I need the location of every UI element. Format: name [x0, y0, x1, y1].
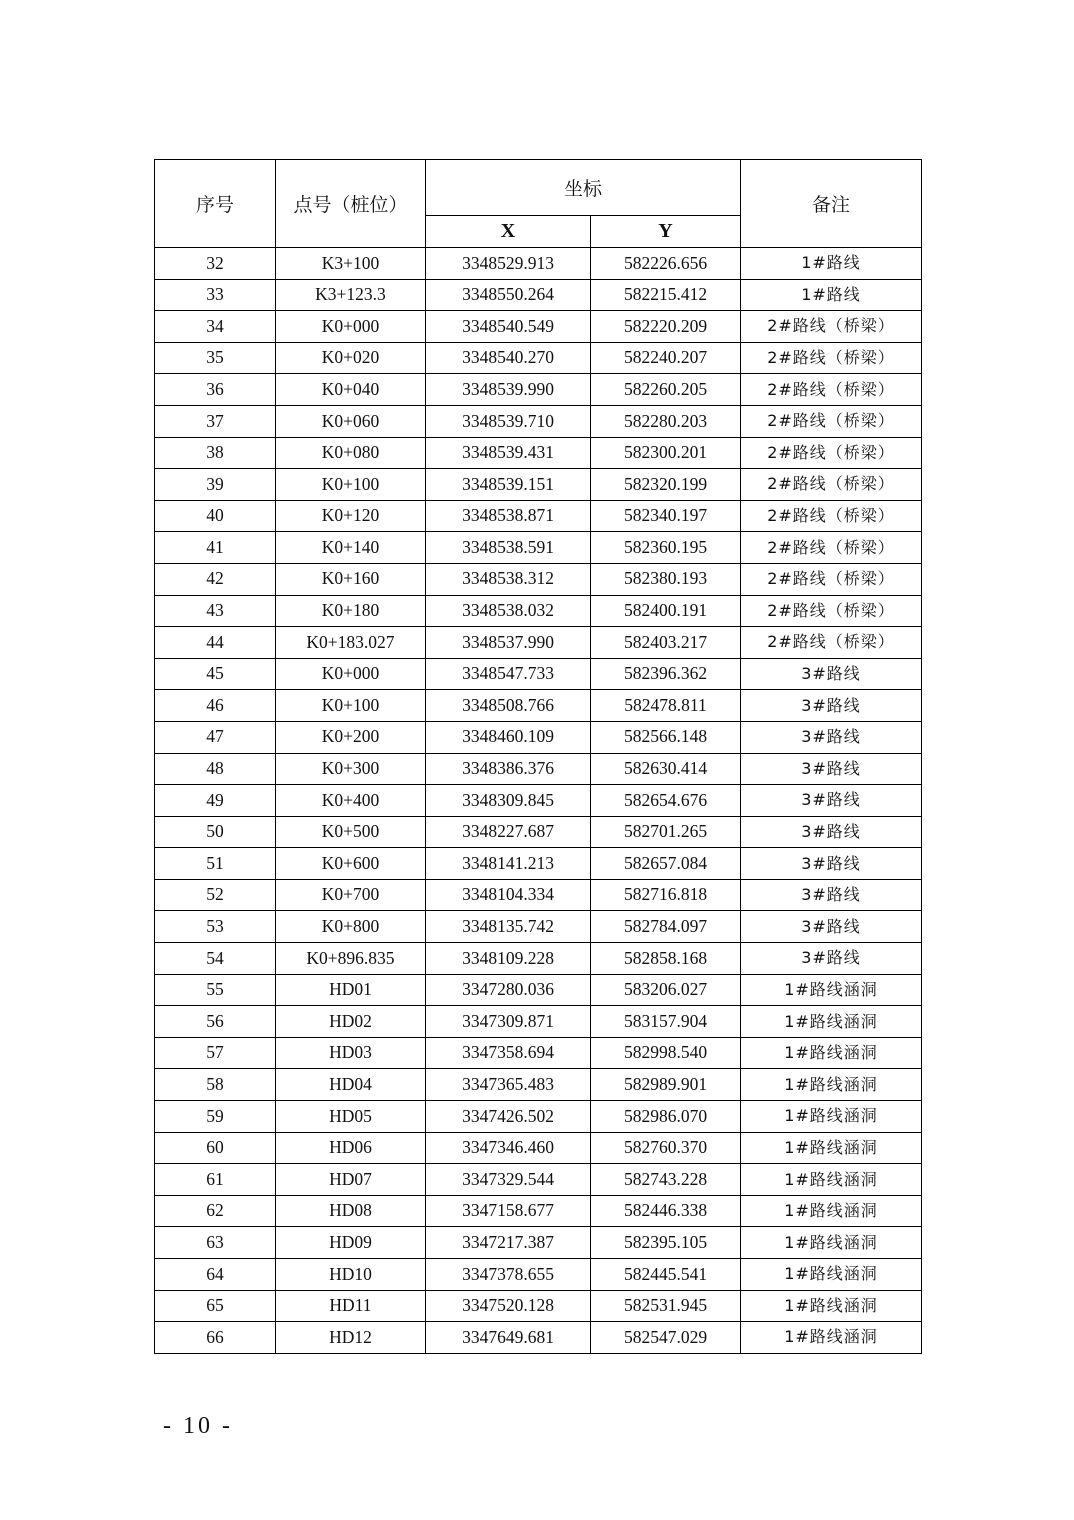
table-row — [155, 690, 922, 722]
cell-remark: 1#路线涵洞 — [741, 1037, 922, 1069]
cell-x: 3347426.502 — [426, 1101, 591, 1133]
cell-remark: 3#路线 — [741, 816, 922, 848]
cell-x: 3348540.270 — [426, 342, 591, 374]
table-row — [155, 658, 922, 690]
table-row — [155, 1006, 922, 1038]
cell-remark: 2#路线（桥梁） — [741, 437, 922, 469]
table-row — [155, 500, 922, 532]
cell-y: 582654.676 — [591, 785, 741, 817]
cell-remark: 1#路线涵洞 — [741, 974, 922, 1006]
cell-index: 49 — [155, 785, 276, 817]
cell-remark: 2#路线（桥梁） — [741, 627, 922, 659]
cell-remark: 1#路线涵洞 — [741, 1259, 922, 1291]
table-row — [155, 911, 922, 943]
cell-y: 582743.228 — [591, 1164, 741, 1196]
cell-index: 42 — [155, 563, 276, 595]
cell-index: 50 — [155, 816, 276, 848]
cell-x: 3348538.032 — [426, 595, 591, 627]
cell-index: 52 — [155, 879, 276, 911]
cell-remark: 2#路线（桥梁） — [741, 595, 922, 627]
cell-x: 3347649.681 — [426, 1322, 591, 1354]
cell-remark: 2#路线（桥梁） — [741, 374, 922, 406]
cell-point: K0+896.835 — [276, 943, 426, 975]
cell-x: 3348538.312 — [426, 563, 591, 595]
cell-remark: 3#路线 — [741, 753, 922, 785]
cell-y: 582858.168 — [591, 943, 741, 975]
cell-y: 582220.209 — [591, 311, 741, 343]
table-row — [155, 437, 922, 469]
header-remark: 备注 — [741, 160, 922, 248]
cell-remark: 1#路线涵洞 — [741, 1195, 922, 1227]
cell-y: 582657.084 — [591, 848, 741, 880]
table-header — [155, 160, 922, 248]
cell-point: K0+140 — [276, 532, 426, 564]
cell-remark: 1#路线涵洞 — [741, 1132, 922, 1164]
cell-y: 582446.338 — [591, 1195, 741, 1227]
table-row — [155, 1195, 922, 1227]
cell-x: 3348540.549 — [426, 311, 591, 343]
header-point: 点号（桩位） — [276, 160, 426, 248]
cell-point: HD04 — [276, 1069, 426, 1101]
cell-remark: 1#路线涵洞 — [741, 1290, 922, 1322]
cell-index: 46 — [155, 690, 276, 722]
cell-y: 582395.105 — [591, 1227, 741, 1259]
cell-point: K0+060 — [276, 405, 426, 437]
table-row — [155, 469, 922, 501]
cell-remark: 1#路线涵洞 — [741, 1322, 922, 1354]
cell-point: HD06 — [276, 1132, 426, 1164]
header-coordinates: 坐标 — [426, 160, 741, 216]
cell-y: 582716.818 — [591, 879, 741, 911]
cell-y: 582215.412 — [591, 279, 741, 311]
table-row — [155, 405, 922, 437]
cell-remark: 1#路线涵洞 — [741, 1164, 922, 1196]
cell-point: K0+200 — [276, 721, 426, 753]
cell-index: 59 — [155, 1101, 276, 1133]
table-row — [155, 943, 922, 975]
cell-y: 582547.029 — [591, 1322, 741, 1354]
cell-point: K0+180 — [276, 595, 426, 627]
cell-remark: 2#路线（桥梁） — [741, 563, 922, 595]
cell-y: 582240.207 — [591, 342, 741, 374]
cell-remark: 2#路线（桥梁） — [741, 405, 922, 437]
cell-remark: 1#路线涵洞 — [741, 1069, 922, 1101]
table-row — [155, 848, 922, 880]
table-row — [155, 753, 922, 785]
cell-index: 66 — [155, 1322, 276, 1354]
cell-point: K0+100 — [276, 469, 426, 501]
cell-index: 37 — [155, 405, 276, 437]
cell-remark: 3#路线 — [741, 848, 922, 880]
cell-point: K0+000 — [276, 311, 426, 343]
table-row — [155, 279, 922, 311]
cell-x: 3347158.677 — [426, 1195, 591, 1227]
table-row — [155, 563, 922, 595]
cell-point: K0+000 — [276, 658, 426, 690]
table-row — [155, 1132, 922, 1164]
table-row — [155, 1164, 922, 1196]
cell-x: 3348539.710 — [426, 405, 591, 437]
cell-y: 582300.201 — [591, 437, 741, 469]
cell-point: K0+300 — [276, 753, 426, 785]
cell-y: 582784.097 — [591, 911, 741, 943]
cell-x: 3347520.128 — [426, 1290, 591, 1322]
cell-index: 53 — [155, 911, 276, 943]
header-index: 序号 — [155, 160, 276, 248]
cell-index: 61 — [155, 1164, 276, 1196]
cell-y: 582701.265 — [591, 816, 741, 848]
cell-point: HD03 — [276, 1037, 426, 1069]
cell-x: 3348547.733 — [426, 658, 591, 690]
cell-x: 3347280.036 — [426, 974, 591, 1006]
cell-y: 582260.205 — [591, 374, 741, 406]
cell-point: K3+123.3 — [276, 279, 426, 311]
table-row — [155, 374, 922, 406]
cell-remark: 1#路线 — [741, 279, 922, 311]
cell-x: 3347217.387 — [426, 1227, 591, 1259]
cell-remark: 3#路线 — [741, 879, 922, 911]
cell-remark: 2#路线（桥梁） — [741, 469, 922, 501]
cell-point: K0+400 — [276, 785, 426, 817]
table-row — [155, 1259, 922, 1291]
cell-y: 582760.370 — [591, 1132, 741, 1164]
cell-point: K0+800 — [276, 911, 426, 943]
cell-y: 582400.191 — [591, 595, 741, 627]
cell-x: 3347365.483 — [426, 1069, 591, 1101]
table-body — [155, 248, 922, 1354]
cell-point: HD07 — [276, 1164, 426, 1196]
table-row — [155, 627, 922, 659]
cell-y: 582340.197 — [591, 500, 741, 532]
cell-index: 44 — [155, 627, 276, 659]
cell-point: K0+600 — [276, 848, 426, 880]
cell-point: K0+700 — [276, 879, 426, 911]
table-row — [155, 879, 922, 911]
cell-y: 582630.414 — [591, 753, 741, 785]
cell-point: K0+020 — [276, 342, 426, 374]
cell-point: K0+080 — [276, 437, 426, 469]
cell-remark: 1#路线涵洞 — [741, 1006, 922, 1038]
cell-point: K0+040 — [276, 374, 426, 406]
table-row — [155, 311, 922, 343]
cell-x: 3348537.990 — [426, 627, 591, 659]
cell-x: 3348104.334 — [426, 879, 591, 911]
cell-y: 582989.901 — [591, 1069, 741, 1101]
cell-index: 40 — [155, 500, 276, 532]
cell-remark: 1#路线涵洞 — [741, 1227, 922, 1259]
cell-index: 62 — [155, 1195, 276, 1227]
cell-y: 582360.195 — [591, 532, 741, 564]
cell-y: 582478.811 — [591, 690, 741, 722]
cell-index: 43 — [155, 595, 276, 627]
cell-point: HD11 — [276, 1290, 426, 1322]
cell-index: 45 — [155, 658, 276, 690]
cell-y: 583206.027 — [591, 974, 741, 1006]
cell-y: 582380.193 — [591, 563, 741, 595]
cell-point: HD02 — [276, 1006, 426, 1038]
cell-x: 3347358.694 — [426, 1037, 591, 1069]
cell-x: 3348135.742 — [426, 911, 591, 943]
cell-y: 582998.540 — [591, 1037, 741, 1069]
cell-y: 582986.070 — [591, 1101, 741, 1133]
table-row — [155, 342, 922, 374]
cell-index: 54 — [155, 943, 276, 975]
cell-index: 41 — [155, 532, 276, 564]
cell-remark: 1#路线 — [741, 248, 922, 280]
cell-remark: 3#路线 — [741, 785, 922, 817]
cell-index: 64 — [155, 1259, 276, 1291]
cell-point: HD01 — [276, 974, 426, 1006]
cell-x: 3348539.990 — [426, 374, 591, 406]
table-row — [155, 816, 922, 848]
cell-x: 3347378.655 — [426, 1259, 591, 1291]
cell-index: 63 — [155, 1227, 276, 1259]
cell-point: K0+120 — [276, 500, 426, 532]
cell-y: 582280.203 — [591, 405, 741, 437]
cell-x: 3348539.151 — [426, 469, 591, 501]
table-row — [155, 1101, 922, 1133]
cell-index: 32 — [155, 248, 276, 280]
cell-x: 3348227.687 — [426, 816, 591, 848]
cell-index: 38 — [155, 437, 276, 469]
cell-point: K0+100 — [276, 690, 426, 722]
cell-remark: 2#路线（桥梁） — [741, 311, 922, 343]
table-row — [155, 974, 922, 1006]
cell-index: 51 — [155, 848, 276, 880]
cell-remark: 2#路线（桥梁） — [741, 500, 922, 532]
cell-remark: 3#路线 — [741, 690, 922, 722]
cell-x: 3348538.871 — [426, 500, 591, 532]
cell-index: 58 — [155, 1069, 276, 1101]
cell-point: K0+500 — [276, 816, 426, 848]
cell-x: 3348538.591 — [426, 532, 591, 564]
cell-index: 56 — [155, 1006, 276, 1038]
cell-y: 583157.904 — [591, 1006, 741, 1038]
cell-point: K0+160 — [276, 563, 426, 595]
cell-index: 34 — [155, 311, 276, 343]
cell-y: 582531.945 — [591, 1290, 741, 1322]
coordinate-table — [154, 159, 922, 1354]
cell-remark: 3#路线 — [741, 658, 922, 690]
cell-x: 3348309.845 — [426, 785, 591, 817]
cell-index: 57 — [155, 1037, 276, 1069]
cell-remark: 3#路线 — [741, 911, 922, 943]
cell-y: 582566.148 — [591, 721, 741, 753]
table-row — [155, 248, 922, 280]
table-row — [155, 785, 922, 817]
cell-point: HD08 — [276, 1195, 426, 1227]
cell-x: 3348550.264 — [426, 279, 591, 311]
table-row — [155, 1069, 922, 1101]
cell-point: HD05 — [276, 1101, 426, 1133]
cell-index: 47 — [155, 721, 276, 753]
cell-index: 36 — [155, 374, 276, 406]
cell-point: HD12 — [276, 1322, 426, 1354]
cell-x: 3348386.376 — [426, 753, 591, 785]
cell-x: 3348109.228 — [426, 943, 591, 975]
cell-remark: 1#路线涵洞 — [741, 1101, 922, 1133]
table-row — [155, 1290, 922, 1322]
cell-x: 3348529.913 — [426, 248, 591, 280]
table-row — [155, 721, 922, 753]
table-row — [155, 532, 922, 564]
table-row — [155, 1322, 922, 1354]
cell-x: 3348508.766 — [426, 690, 591, 722]
cell-y: 582396.362 — [591, 658, 741, 690]
cell-y: 582226.656 — [591, 248, 741, 280]
cell-point: K3+100 — [276, 248, 426, 280]
header-y: Y — [591, 216, 741, 248]
cell-index: 39 — [155, 469, 276, 501]
table-row — [155, 1227, 922, 1259]
cell-remark: 2#路线（桥梁） — [741, 532, 922, 564]
table-row — [155, 1037, 922, 1069]
cell-point: HD09 — [276, 1227, 426, 1259]
header-x: X — [426, 216, 591, 248]
cell-remark: 2#路线（桥梁） — [741, 342, 922, 374]
cell-index: 60 — [155, 1132, 276, 1164]
cell-index: 65 — [155, 1290, 276, 1322]
cell-point: HD10 — [276, 1259, 426, 1291]
cell-x: 3347329.544 — [426, 1164, 591, 1196]
cell-y: 582403.217 — [591, 627, 741, 659]
page-number: - 10 - — [163, 1413, 233, 1439]
cell-remark: 3#路线 — [741, 943, 922, 975]
cell-index: 55 — [155, 974, 276, 1006]
cell-y: 582445.541 — [591, 1259, 741, 1291]
cell-x: 3348460.109 — [426, 721, 591, 753]
cell-x: 3347346.460 — [426, 1132, 591, 1164]
cell-x: 3347309.871 — [426, 1006, 591, 1038]
cell-index: 33 — [155, 279, 276, 311]
cell-remark: 3#路线 — [741, 721, 922, 753]
cell-x: 3348539.431 — [426, 437, 591, 469]
table-row — [155, 595, 922, 627]
cell-index: 35 — [155, 342, 276, 374]
cell-point: K0+183.027 — [276, 627, 426, 659]
cell-x: 3348141.213 — [426, 848, 591, 880]
cell-y: 582320.199 — [591, 469, 741, 501]
cell-index: 48 — [155, 753, 276, 785]
